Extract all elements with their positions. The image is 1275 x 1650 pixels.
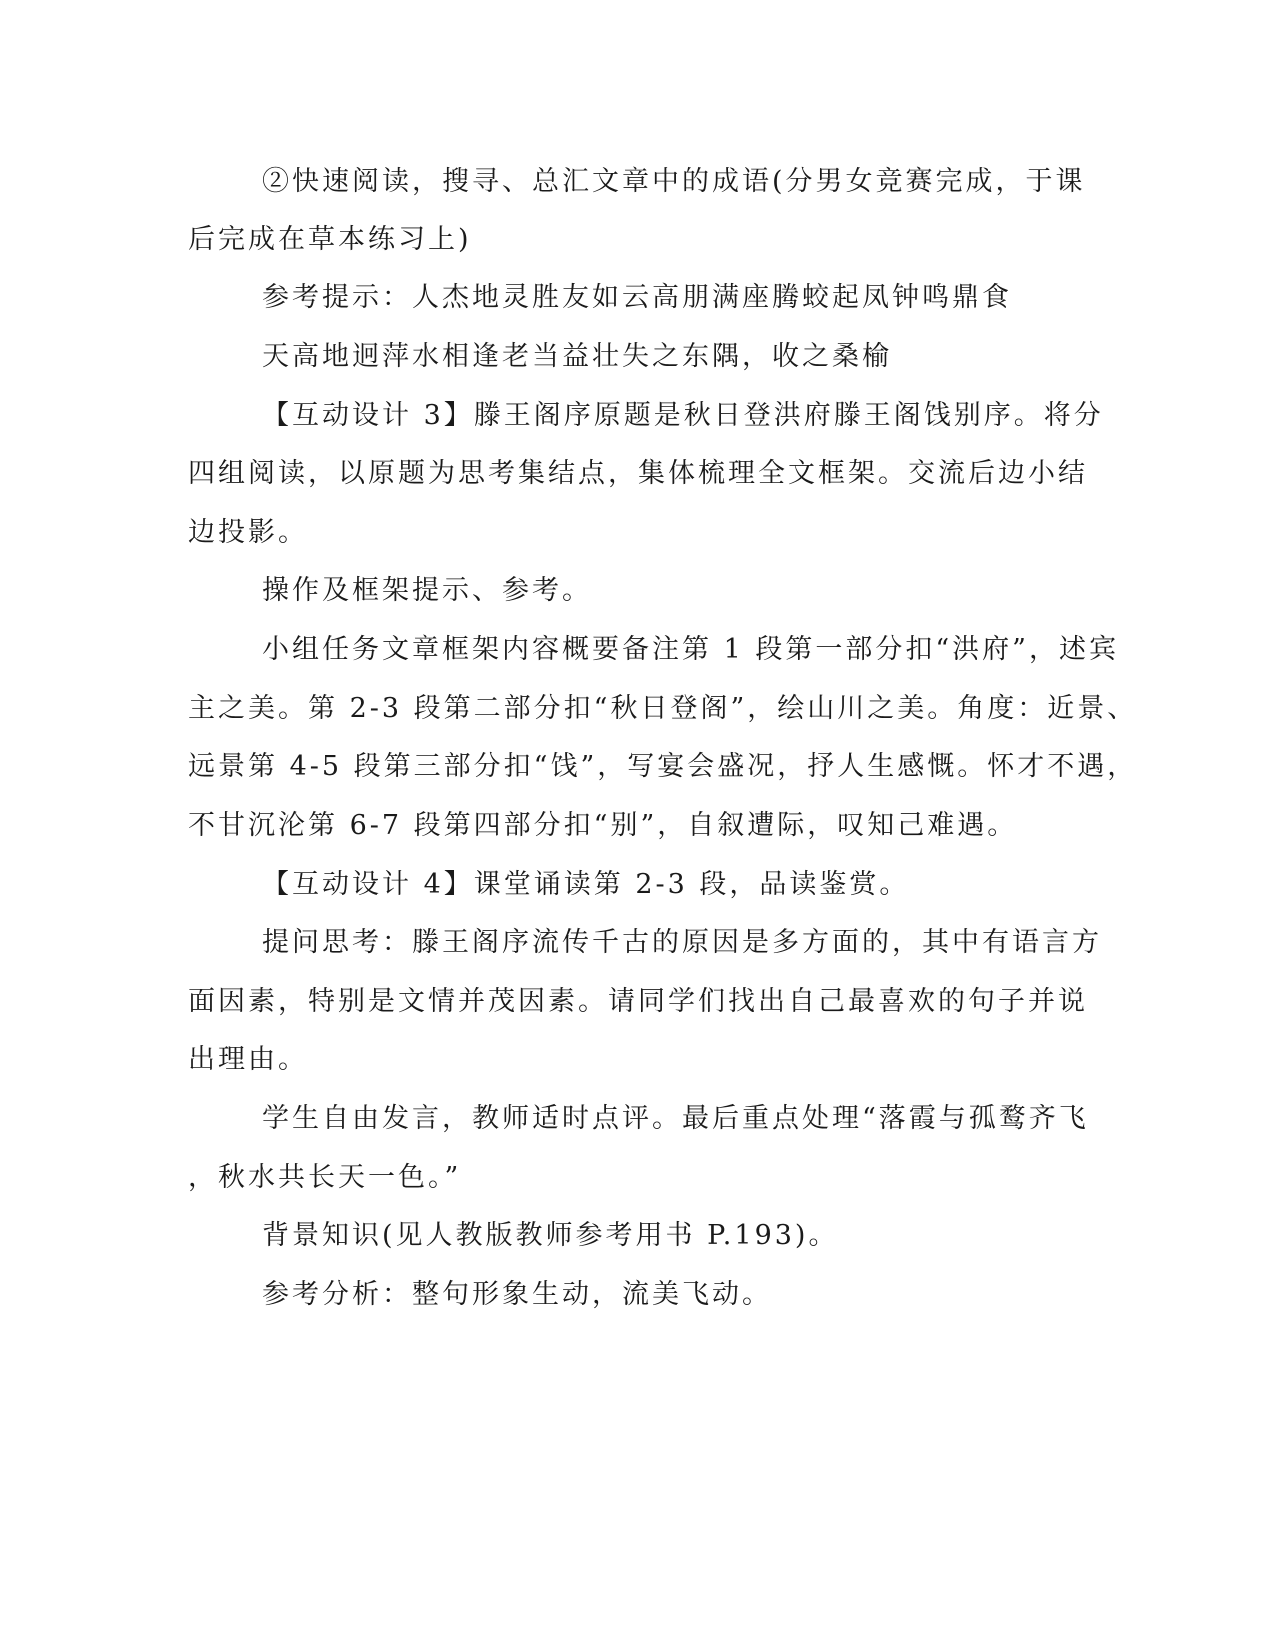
paragraph-line: 学生自由发言，教师适时点评。最后重点处理“落霞与孤鹜齐飞 xyxy=(262,1103,1089,1134)
paragraph-line: 边投影。 xyxy=(188,517,308,548)
paragraph-line: 远景第 4-5 段第三部分扣“饯”，写宴会盛况，抒人生感慨。怀才不遇， xyxy=(188,751,1138,782)
paragraph-line: 【互动设计 3】滕王阁序原题是秋日登洪府滕王阁饯别序。将分 xyxy=(262,400,1104,431)
paragraph-line: 天高地迥萍水相逢老当益壮失之东隅，收之桑榆 xyxy=(262,341,892,372)
paragraph-line: 后完成在草本练习上) xyxy=(188,224,472,255)
paragraph-line: 参考提示：人杰地灵胜友如云高朋满座腾蛟起凤钟鸣鼎食 xyxy=(262,282,1012,313)
paragraph-line: 【互动设计 4】课堂诵读第 2-3 段，品读鉴赏。 xyxy=(262,869,910,900)
paragraph-line: ②快速阅读，搜寻、总汇文章中的成语(分男女竞赛完成，于课 xyxy=(262,166,1086,197)
paragraph-line: 提问思考：滕王阁序流传千古的原因是多方面的，其中有语言方 xyxy=(262,927,1102,958)
paragraph-line: 出理由。 xyxy=(188,1044,308,1075)
paragraph-line: 四组阅读，以原题为思考集结点，集体梳理全文框架。交流后边小结 xyxy=(188,458,1088,489)
paragraph-line: 面因素，特别是文情并茂因素。请同学们找出自己最喜欢的句子并说 xyxy=(188,986,1088,1017)
paragraph-line: 小组任务文章框架内容概要备注第 1 段第一部分扣“洪府”，述宾 xyxy=(262,634,1119,665)
paragraph-line: 不甘沉沦第 6-7 段第四部分扣“别”，自叙遭际，叹知己难遇。 xyxy=(188,810,1018,841)
paragraph-line: 背景知识(见人教版教师参考用书 P.193)。 xyxy=(262,1220,839,1251)
paragraph-line: 操作及框架提示、参考。 xyxy=(262,575,592,606)
paragraph-line: 主之美。第 2-3 段第二部分扣“秋日登阁”，绘山川之美。角度：近景、 xyxy=(188,693,1138,724)
paragraph-line: 参考分析：整句形象生动，流美飞动。 xyxy=(262,1279,772,1310)
paragraph-line: ，秋水共长天一色。” xyxy=(188,1162,462,1193)
